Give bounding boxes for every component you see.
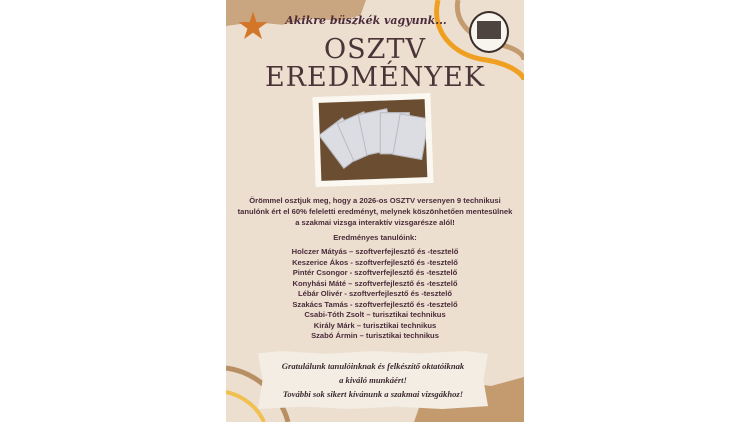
- list-item: Keszerice Ákos - szoftverfejlesztő és -tesztelő: [292, 257, 458, 267]
- subtitle: Akikre büszkék vagyunk...: [285, 14, 447, 27]
- list-item: Szabó Ármin – turisztikai technikus: [311, 331, 439, 340]
- certificates-photo: [312, 93, 433, 187]
- list-item: Szakács Tamás - szoftverfejlesztő és -tesztelő: [292, 299, 458, 309]
- poster: [226, 0, 524, 422]
- title-line-2: EREDMÉNYEK: [264, 62, 486, 93]
- list-item: Konyhási Máté – szoftverfejlesztő és -tesztelő: [292, 278, 458, 288]
- list-item: Holczer Mátyás – szoftverfejlesztő és -tesztelő: [291, 247, 459, 256]
- closing-note: [258, 359, 488, 401]
- poster-content: [236, 195, 514, 342]
- students-list: [292, 247, 459, 342]
- list-item: Csabi-Tóth Zsolt – turisztikai technikus: [304, 310, 446, 319]
- closing-line: a kiváló munkáért!: [339, 375, 407, 385]
- list-item: Pintér Csongor - szoftverfejlesztő és -tesztelő: [292, 268, 458, 277]
- intro-text: Örömmel osztjuk meg, hogy a 2026-os OSZTV versenyen 9 technikusi tanulónk ért el 60% feleletti eredményt, melynek köszönhetően mentesülnek a szakmai vizsga interaktív vizsgarésze alól!: [237, 196, 513, 227]
- list-item: Király Márk – turisztikai technikus: [313, 320, 437, 330]
- list-item: Lébár Olivér - szoftverfejlesztő és -tesztelő: [297, 289, 453, 298]
- star-logo-icon: ★: [236, 6, 271, 48]
- title-line-1: OSZTV: [324, 34, 426, 65]
- students-heading: Eredményes tanulóink:: [333, 233, 417, 242]
- closing-line: Gratulálunk tanulóinknak és felkészítő oktatóiknak: [281, 361, 465, 371]
- closing-line: További sok sikert kívánunk a szakmai vizsgákhoz!: [282, 389, 464, 399]
